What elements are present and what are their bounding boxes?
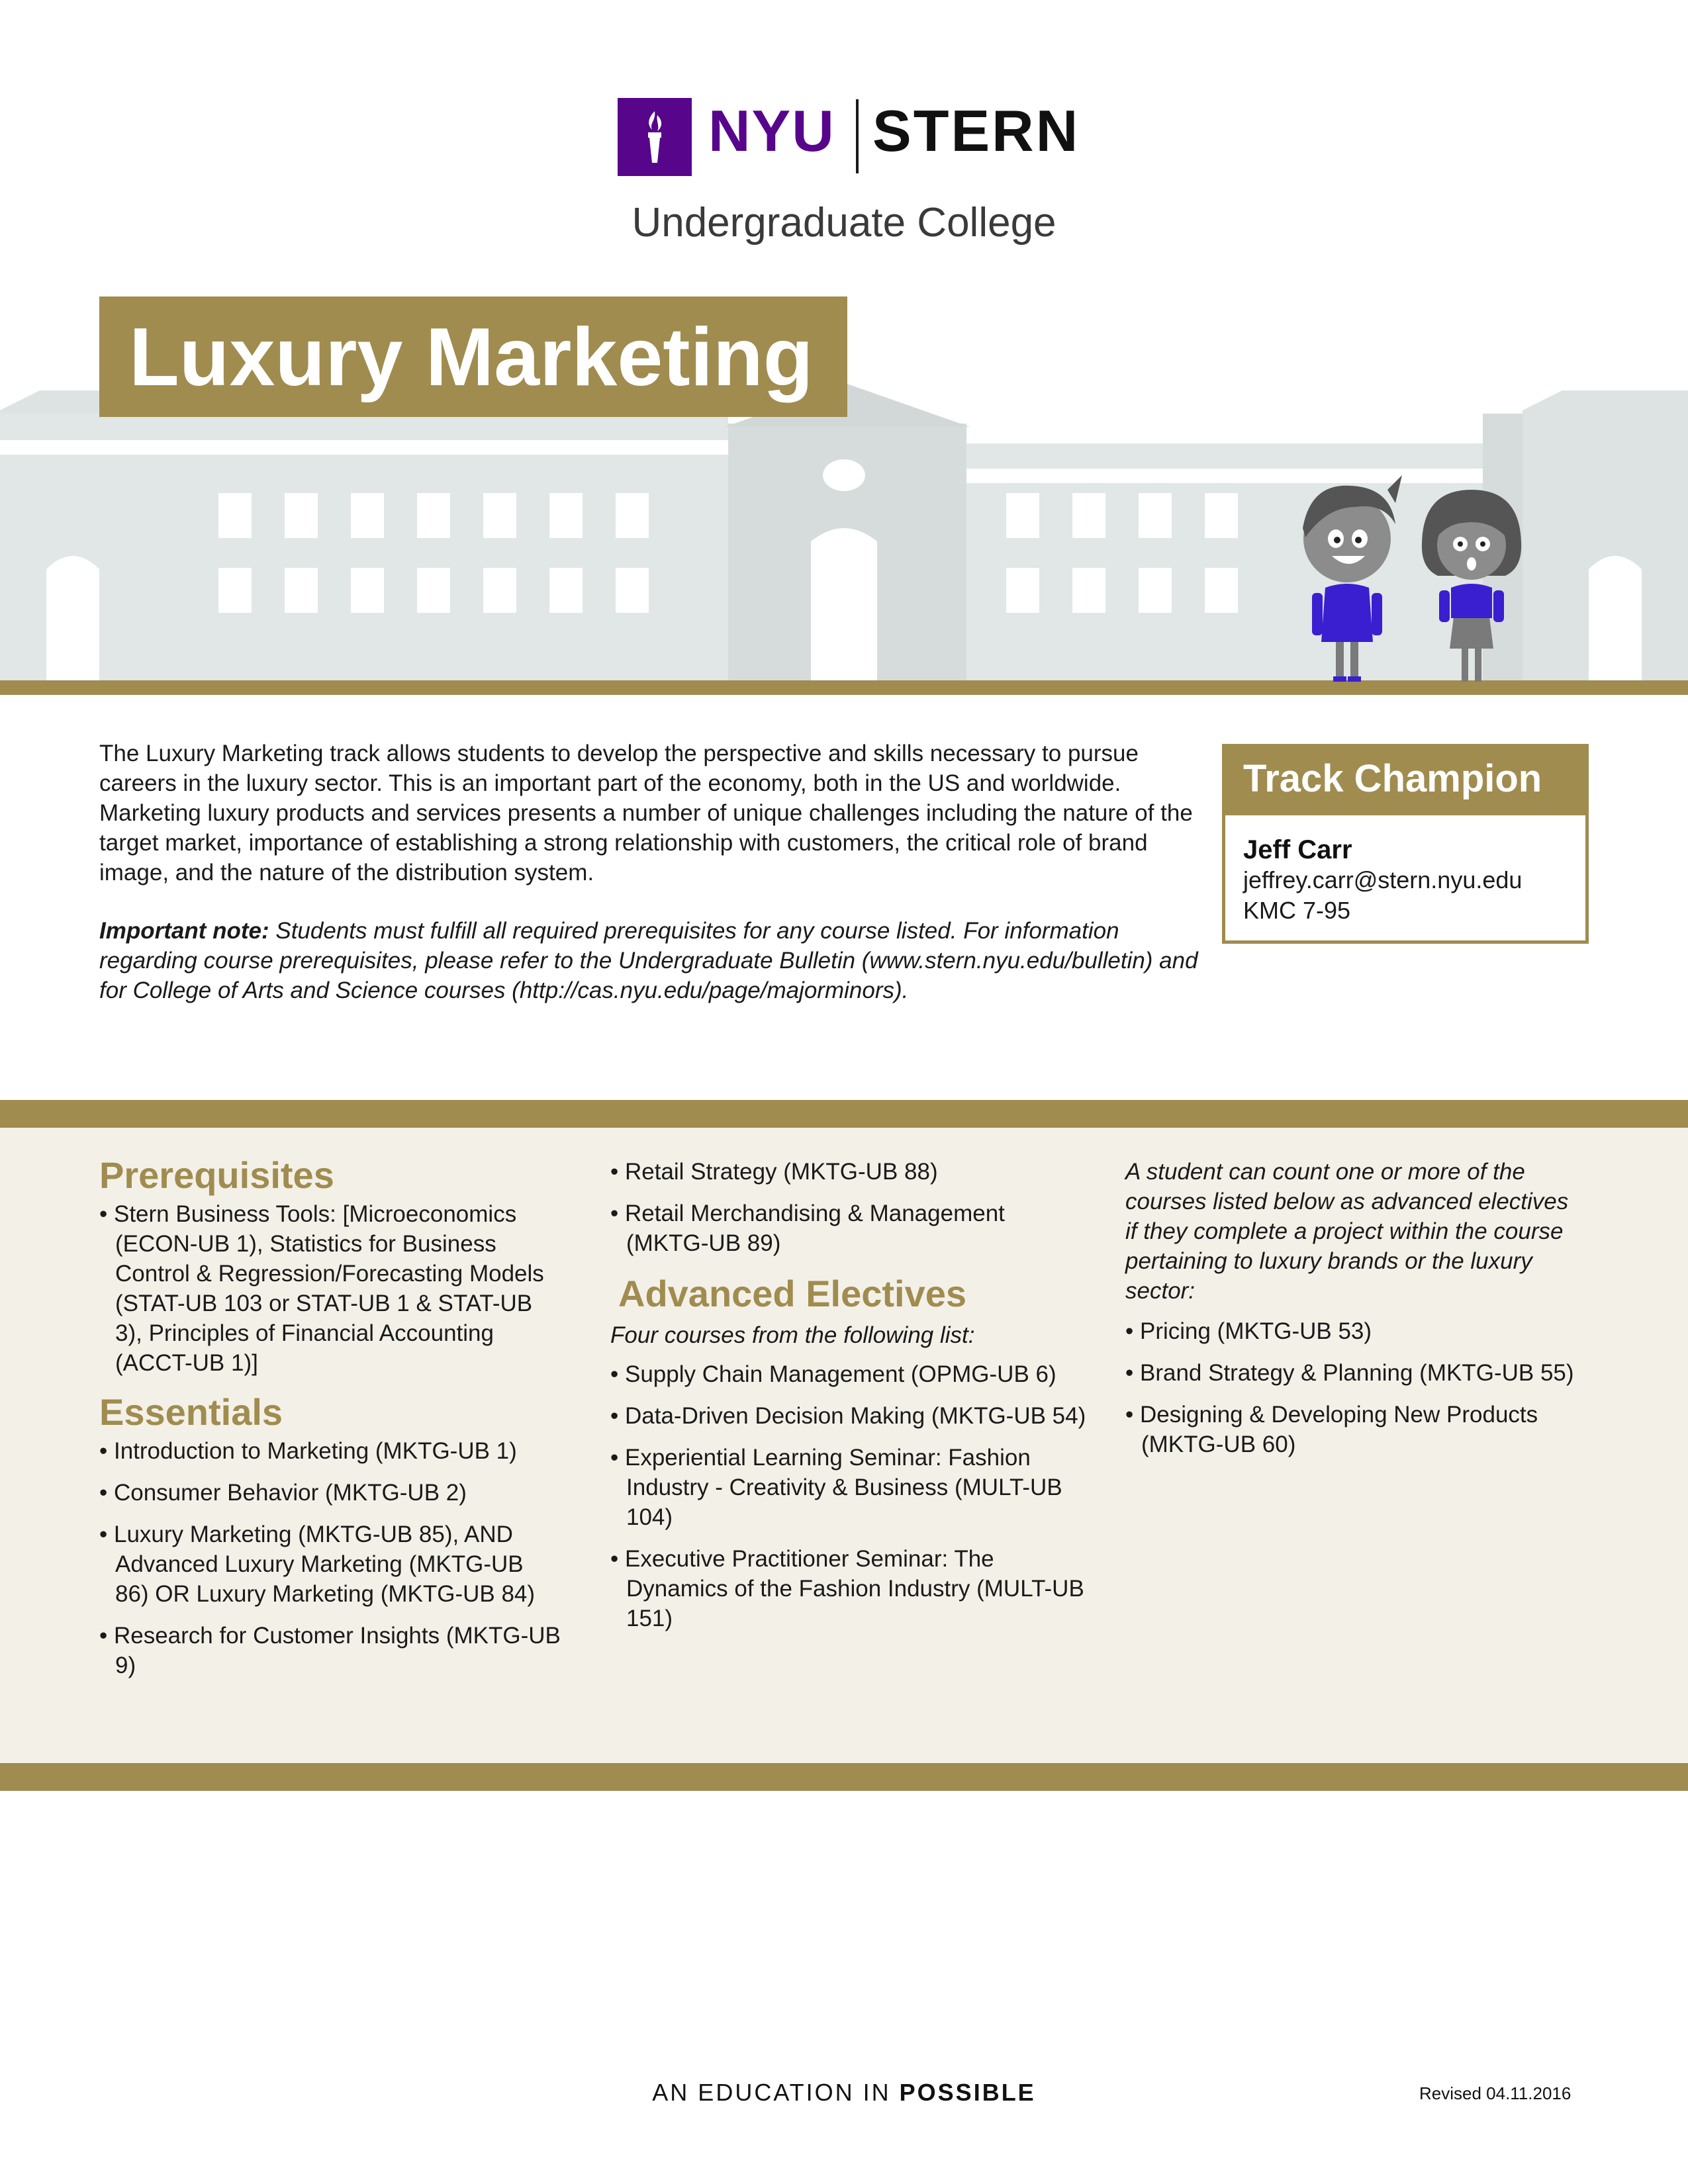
champion-office: KMC 7-95	[1243, 897, 1351, 924]
page-title: Luxury Marketing	[129, 312, 814, 403]
list-item: • Supply Chain Management (OPMG-UB 6)	[610, 1361, 1056, 1387]
list-item: • Stern Business Tools: [Microeconomics (ECON-UB 1), Statistics for Business Control & Regression/Forecasting Models (STAT-UB 103 or STAT-UB 1 & STAT-UB 3), Principles of Financial Accounting (ACCT-UB 1)]	[99, 1201, 544, 1376]
track-champion-heading: Track Champion	[1243, 757, 1542, 800]
list-item: • Experiential Learning Seminar: Fashion Industry - Creativity & Business (MULT-UB 104)	[610, 1445, 1062, 1530]
tagline-prefix: AN EDUCATION IN	[652, 2079, 900, 2106]
list-item: • Introduction to Marketing (MKTG-UB 1)	[99, 1438, 517, 1464]
college-subtitle: Undergraduate College	[632, 200, 1056, 246]
advanced-electives-heading: Advanced Electives	[618, 1273, 967, 1314]
section-band-top	[0, 1100, 1688, 1128]
revised-date: Revised 04.11.2016	[1419, 2083, 1571, 2103]
advanced-electives-lead: Four courses from the following list:	[610, 1322, 975, 1348]
champion-email: jeffrey.carr@stern.nyu.edu	[1243, 866, 1523, 893]
list-item: • Pricing (MKTG-UB 53)	[1125, 1318, 1372, 1344]
list-item: • Data-Driven Decision Making (MKTG-UB 54)	[610, 1403, 1086, 1429]
important-note-label: Important note:	[99, 918, 269, 944]
champion-name: Jeff Carr	[1243, 835, 1352, 864]
courses-column-2	[610, 1157, 1087, 1645]
list-item: • Retail Strategy (MKTG-UB 88)	[610, 1159, 938, 1185]
list-item: • Designing & Developing New Products (MKTG-UB 60)	[1125, 1402, 1538, 1457]
project-electives-lead: A student can count one or more of the courses listed below as advanced electives if they complete a project within the course pertaining to luxury brands or the luxury sector:	[1125, 1159, 1569, 1304]
list-item: • Brand Strategy & Planning (MKTG-UB 55)	[1125, 1360, 1574, 1386]
list-item: • Executive Practitioner Seminar: The Dynamics of the Fashion Industry (MULT-UB 151)	[610, 1546, 1084, 1631]
list-item: • Consumer Behavior (MKTG-UB 2)	[99, 1480, 467, 1506]
courses-column-1	[99, 1154, 563, 1692]
important-note-text: Students must fulfill all required prerequisites for any course listed. For information regarding course prerequisites, please refer to the Undergraduate Bulletin (www.stern.nyu.edu/bulletin) and for College of Arts and Science courses (http://cas.nyu.edu/page/majorminors).	[99, 918, 1198, 1003]
logo-stern-text: STERN	[872, 98, 1080, 163]
logo-nyu-text: NYU	[708, 98, 835, 163]
list-item: • Research for Customer Insights (MKTG-UB 9)	[99, 1623, 561, 1678]
courses-column-3	[1125, 1157, 1602, 1471]
prerequisites-heading: Prerequisites	[99, 1154, 334, 1196]
logo-divider	[856, 99, 859, 173]
list-item: • Luxury Marketing (MKTG-UB 85), AND Advanced Luxury Marketing (MKTG-UB 86) OR Luxury Marketing (MKTG-UB 84)	[99, 1522, 536, 1607]
essentials-heading: Essentials	[99, 1391, 283, 1433]
intro-paragraph: The Luxury Marketing track allows students to develop the perspective and skills necessary to pursue careers in the luxury sector. This is an important part of the economy, both in the US and worldwide. Marketing luxury products and services presents a number of unique challenges including the nature of the target market, importance of establishing a strong relationship with customers, the critical role of brand image, and the nature of the distribution system.	[99, 741, 1193, 886]
section-band-bottom	[0, 1763, 1688, 1791]
list-item: • Retail Merchandising & Management (MKTG-UB 89)	[610, 1201, 1005, 1256]
tagline-bold: POSSIBLE	[899, 2079, 1036, 2106]
important-note	[99, 916, 1198, 1005]
nyu-torch-logo-icon	[618, 98, 692, 176]
